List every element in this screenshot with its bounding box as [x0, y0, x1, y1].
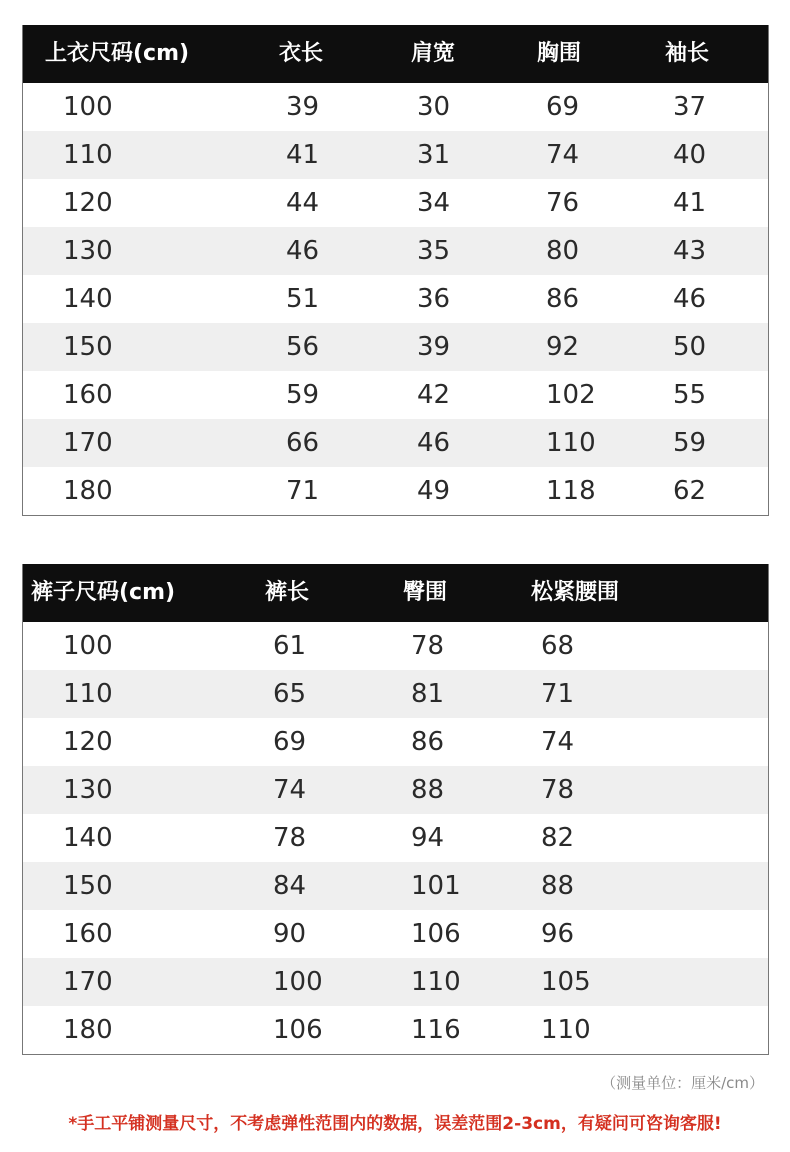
bottom-size-table: [22, 564, 769, 1055]
table-row: [23, 371, 768, 419]
measurement-cell: 68: [541, 631, 575, 661]
bottom-header-length: 裤长: [265, 580, 310, 605]
measurement-cell: 69: [273, 727, 307, 757]
size-cell: 170: [63, 967, 113, 997]
measurement-cell: 61: [273, 631, 307, 661]
measurement-cell: 50: [673, 332, 707, 362]
measurement-cell: 88: [411, 775, 445, 805]
measurement-cell: 101: [411, 871, 461, 901]
measurement-cell: 81: [411, 679, 445, 709]
measurement-cell: 92: [546, 332, 580, 362]
top-header-shoulder: 肩宽: [411, 41, 456, 66]
measurement-cell: 39: [286, 92, 320, 122]
top-table-header: [23, 25, 768, 83]
size-cell: 170: [63, 428, 113, 458]
measurement-cell: 106: [411, 919, 461, 949]
measurement-cell: 59: [673, 428, 707, 458]
table-row: [23, 718, 768, 766]
measurement-cell: 49: [417, 476, 451, 506]
size-cell: 140: [63, 823, 113, 853]
measurement-cell: 40: [673, 140, 707, 170]
measurement-cell: 76: [546, 188, 580, 218]
table-row: [23, 958, 768, 1006]
measurement-cell: 74: [541, 727, 575, 757]
measurement-cell: 82: [541, 823, 575, 853]
size-cell: 140: [63, 284, 113, 314]
table-row: [23, 622, 768, 670]
size-cell: 180: [63, 1015, 113, 1045]
table-row: [23, 83, 768, 131]
size-cell: 110: [63, 679, 113, 709]
measurement-cell: 110: [541, 1015, 591, 1045]
table-row: [23, 131, 768, 179]
measurement-cell: 86: [411, 727, 445, 757]
measurement-cell: 42: [417, 380, 451, 410]
measurement-cell: 51: [286, 284, 320, 314]
measurement-cell: 86: [546, 284, 580, 314]
measurement-cell: 118: [546, 476, 596, 506]
measurement-cell: 100: [273, 967, 323, 997]
top-table-body: [23, 83, 768, 515]
measurement-cell: 39: [417, 332, 451, 362]
table-row: [23, 910, 768, 958]
top-header-size: 上衣尺码(cm): [45, 41, 190, 66]
measurement-cell: 36: [417, 284, 451, 314]
measurement-cell: 74: [546, 140, 580, 170]
size-cell: 120: [63, 727, 113, 757]
measurement-cell: 84: [273, 871, 307, 901]
measurement-cell: 34: [417, 188, 451, 218]
measurement-cell: 78: [411, 631, 445, 661]
measurement-cell: 37: [673, 92, 707, 122]
table-row: [23, 862, 768, 910]
bottom-header-size: 裤子尺码(cm): [31, 580, 176, 605]
size-cell: 160: [63, 919, 113, 949]
measurement-cell: 46: [286, 236, 320, 266]
measurement-cell: 90: [273, 919, 307, 949]
table-row: [23, 1006, 768, 1054]
size-cell: 130: [63, 775, 113, 805]
bottom-header-waist: 松紧腰围: [531, 580, 620, 605]
size-cell: 150: [63, 332, 113, 362]
measurement-cell: 102: [546, 380, 596, 410]
measurement-cell: 46: [673, 284, 707, 314]
measurement-cell: 94: [411, 823, 445, 853]
measurement-cell: 66: [286, 428, 320, 458]
measurement-cell: 43: [673, 236, 707, 266]
table-row: [23, 814, 768, 862]
bottom-header-hip: 臀围: [403, 580, 448, 605]
measurement-cell: 78: [541, 775, 575, 805]
bottom-table-header: [23, 564, 768, 622]
top-size-table: [22, 25, 769, 516]
measurement-cell: 41: [286, 140, 320, 170]
size-cell: 100: [63, 631, 113, 661]
top-header-sleeve: 袖长: [665, 41, 710, 66]
size-cell: 100: [63, 92, 113, 122]
table-row: [23, 670, 768, 718]
top-header-length: 衣长: [279, 41, 324, 66]
measurement-cell: 55: [673, 380, 707, 410]
measurement-cell: 106: [273, 1015, 323, 1045]
size-cell: 130: [63, 236, 113, 266]
top-header-chest: 胸围: [537, 41, 582, 66]
table-row: [23, 323, 768, 371]
measurement-cell: 71: [541, 679, 575, 709]
measurement-cell: 69: [546, 92, 580, 122]
table-row: [23, 227, 768, 275]
size-cell: 110: [63, 140, 113, 170]
table-row: [23, 467, 768, 515]
table-row: [23, 419, 768, 467]
measurement-cell: 105: [541, 967, 591, 997]
table-row: [23, 766, 768, 814]
bottom-table-body: [23, 622, 768, 1054]
measurement-cell: 44: [286, 188, 320, 218]
measurement-cell: 41: [673, 188, 707, 218]
measurement-cell: 74: [273, 775, 307, 805]
size-cell: 120: [63, 188, 113, 218]
size-cell: 180: [63, 476, 113, 506]
measurement-cell: 80: [546, 236, 580, 266]
measurement-cell: 88: [541, 871, 575, 901]
measurement-cell: 31: [417, 140, 451, 170]
measurement-cell: 46: [417, 428, 451, 458]
size-cell: 160: [63, 380, 113, 410]
measurement-cell: 78: [273, 823, 307, 853]
measurement-cell: 59: [286, 380, 320, 410]
measurement-cell: 30: [417, 92, 451, 122]
measurement-cell: 96: [541, 919, 575, 949]
measurement-cell: 56: [286, 332, 320, 362]
measurement-cell: 116: [411, 1015, 461, 1045]
measurement-cell: 71: [286, 476, 320, 506]
table-row: [23, 179, 768, 227]
unit-note: （测量单位：厘米/cm）: [601, 1074, 764, 1092]
table-row: [23, 275, 768, 323]
size-cell: 150: [63, 871, 113, 901]
measurement-cell: 35: [417, 236, 451, 266]
measurement-warning: *手工平铺测量尺寸，不考虑弹性范围内的数据，误差范围2-3cm，有疑问可咨询客服!: [68, 1114, 722, 1134]
measurement-cell: 110: [411, 967, 461, 997]
measurement-cell: 65: [273, 679, 307, 709]
measurement-cell: 110: [546, 428, 596, 458]
measurement-cell: 62: [673, 476, 707, 506]
